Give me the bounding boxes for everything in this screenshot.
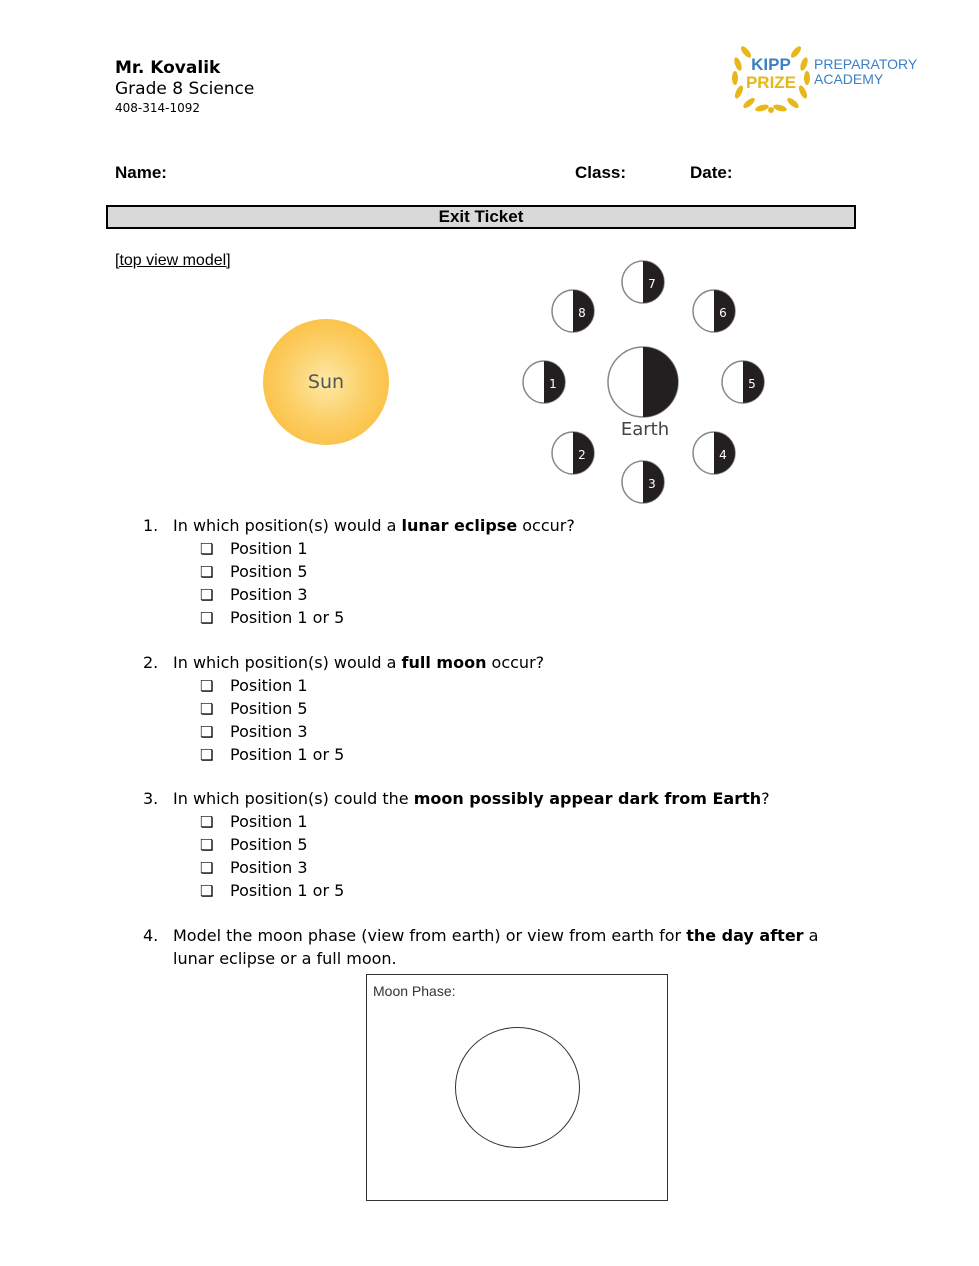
checkbox-icon[interactable]: ❏ [200,540,214,558]
question-1: 1. In which position(s) would a lunar eclipse occur? [143,516,575,535]
phone-number: 408-314-1092 [115,101,201,115]
moon-phase-label: Moon Phase: [373,983,456,999]
option[interactable]: ❏ Position 5 [200,560,344,583]
checkbox-icon[interactable]: ❏ [200,813,214,831]
checkbox-icon[interactable]: ❏ [200,859,214,877]
question-2-options [200,674,344,766]
logo-preparatory-text: PREPARATORY [814,56,918,72]
sun-earth-moon-diagram [0,0,979,520]
logo-prize-text: PRIZE [745,73,797,92]
question-number: 1. [143,516,159,535]
question-2: 2. In which position(s) would a full moon occur? [143,653,545,672]
question-3: 3. In which position(s) could the moon possibly appear dark from Earth? [143,789,770,808]
earth [608,347,678,417]
date-label: Date: [690,163,733,182]
moon-7-number: 7 [648,277,656,291]
checkbox-icon[interactable]: ❏ [200,746,214,764]
option[interactable]: ❏ Position 1 or 5 [200,606,344,629]
checkbox-icon[interactable]: ❏ [200,609,214,627]
sun-label: Sun [307,371,345,393]
option[interactable]: ❏ Position 3 [200,583,344,606]
earth-label: Earth [620,419,670,440]
moon-phase-drawing-circle[interactable] [455,1027,580,1148]
moon-2 [552,432,594,474]
moon-7 [622,261,664,303]
moon-2-number: 2 [578,448,586,462]
option[interactable]: ❏ Position 1 or 5 [200,743,344,766]
teacher-name: Mr. Kovalik [115,58,221,78]
exit-ticket-title: Exit Ticket [106,205,856,229]
name-label: Name: [115,163,167,182]
moon-6 [693,290,735,332]
checkbox-icon[interactable]: ❏ [200,882,214,900]
logo-kipp-text: KIPP [751,55,791,74]
question-1-options [200,537,344,629]
question-4: 4. Model the moon phase (view from earth) or view from earth for the day after a lunar eclipse or a full moon. [143,926,819,968]
moon-1 [523,361,565,403]
top-view-model-link[interactable]: [top view model] [115,252,231,269]
moon-5 [722,361,764,403]
moon-8 [552,290,594,332]
moon-3 [622,461,664,503]
option[interactable]: ❏ Position 5 [200,833,344,856]
course-name: Grade 8 Science [115,79,255,99]
option[interactable]: ❏ Position 3 [200,720,344,743]
option[interactable]: ❏ Position 5 [200,697,344,720]
option[interactable]: ❏ Position 1 [200,537,344,560]
option[interactable]: ❏ Position 3 [200,856,344,879]
class-label: Class: [575,163,627,182]
moon-4-number: 4 [719,448,727,462]
moon-6-number: 6 [719,306,727,320]
moon-1-number: 1 [549,377,557,391]
question-number: 2. [143,653,159,672]
question-number: 3. [143,789,159,808]
moon-8-number: 8 [578,306,586,320]
question-number: 4. [143,926,159,945]
option[interactable]: ❏ Position 1 [200,810,344,833]
checkbox-icon[interactable]: ❏ [200,677,214,695]
option[interactable]: ❏ Position 1 or 5 [200,879,344,902]
checkbox-icon[interactable]: ❏ [200,836,214,854]
moon-5-number: 5 [748,377,756,391]
checkbox-icon[interactable]: ❏ [200,700,214,718]
moon-4 [693,432,735,474]
moon-3-number: 3 [648,477,656,491]
checkbox-icon[interactable]: ❏ [200,563,214,581]
checkbox-icon[interactable]: ❏ [200,723,214,741]
option[interactable]: ❏ Position 1 [200,674,344,697]
question-3-options [200,810,344,902]
logo-academy-text: ACADEMY [814,71,884,87]
checkbox-icon[interactable]: ❏ [200,586,214,604]
